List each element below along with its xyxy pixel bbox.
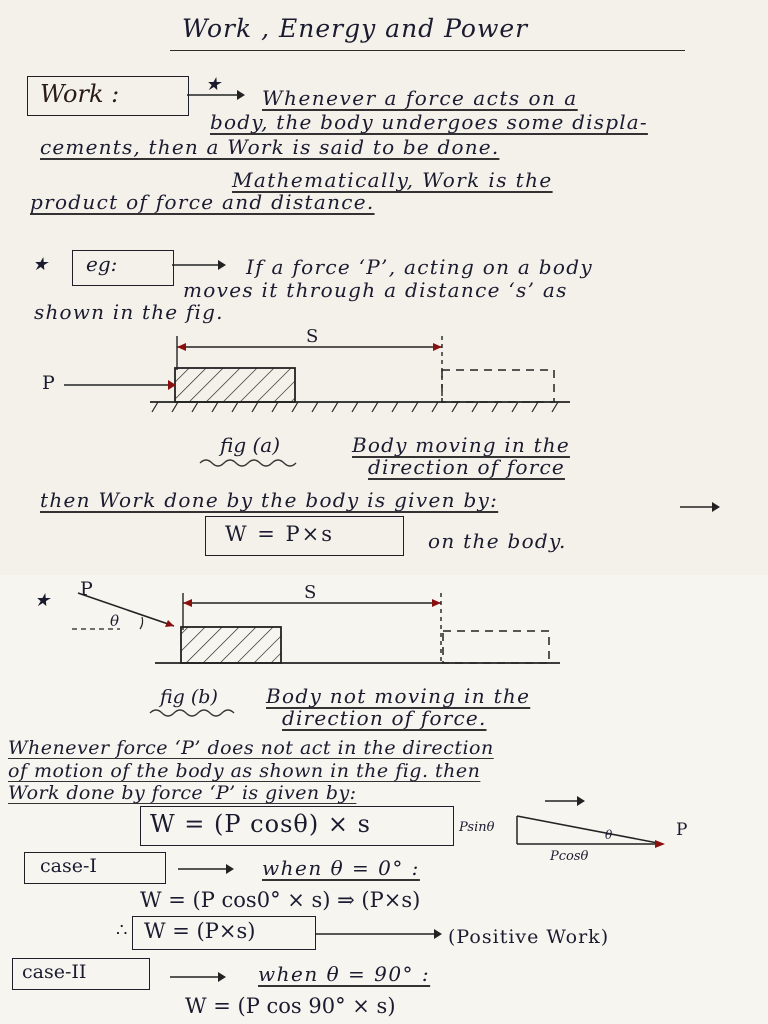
formula-p-times-s: W = P×s — [225, 522, 335, 546]
positive-work: (Positive Work) — [448, 926, 610, 948]
triangle-psin: Psinθ — [459, 820, 495, 835]
page-title: Work , Energy and Power — [182, 14, 529, 43]
fig-b-force-label: P — [80, 578, 93, 600]
fig-a-caption-2: direction of force — [368, 455, 565, 479]
not-dir-arrow — [545, 794, 589, 808]
work-star-icon: ★ — [205, 74, 222, 95]
not-dir-line-3: Work done by force ‘P’ is given by: — [8, 782, 357, 804]
fig-b-caption-2: direction of force. — [282, 706, 487, 730]
case-2-eq: W = (P cos 90° × s) — [185, 994, 396, 1018]
eg-arrow — [172, 258, 232, 274]
case-1-arrow — [178, 862, 238, 876]
fig-a-force-label: P — [42, 372, 55, 394]
def-line-2: body, the body undergoes some displa- — [210, 110, 648, 134]
work-done-line: then Work done by the body is given by: — [40, 488, 499, 512]
eg-line-2: moves it through a distance ‘s’ as — [183, 278, 568, 302]
work-heading: Work : — [40, 80, 120, 108]
case-2-arrow — [170, 970, 230, 984]
figure-a — [40, 330, 600, 420]
def-line-1: Whenever a force acts on a — [262, 86, 578, 110]
case-2-cond: when θ = 90° : — [258, 962, 431, 986]
fig-b-caption-1: Body not moving in the — [266, 684, 531, 708]
not-dir-line-1: Whenever force ‘P’ does not act in the direction — [8, 737, 494, 759]
force-triangle — [515, 810, 675, 850]
fig-a-caption-1: Body moving in the — [352, 433, 570, 457]
fig-b-star-icon: ★ — [34, 590, 51, 611]
formula-2: W = (P cosθ) × s — [150, 810, 371, 838]
fig-b-wavy — [150, 708, 250, 718]
eg-line-3: shown in the fig. — [34, 300, 224, 324]
def-line-4: Mathematically, Work is the — [232, 168, 553, 192]
not-dir-line-2: of motion of the body as shown in the fig. then — [8, 760, 481, 782]
eg-label: eg: — [86, 252, 118, 276]
case-1-cond: when θ = 0° : — [262, 856, 420, 880]
triangle-theta: θ — [605, 828, 613, 842]
case-1-result-arrow — [316, 928, 446, 942]
case-1-boxed: W = (P×s) — [144, 919, 256, 943]
title-underline — [170, 50, 685, 51]
fig-a-dim-label: S — [306, 326, 319, 347]
triangle-p: P — [676, 820, 688, 840]
def-line-5: product of force and distance. — [30, 190, 375, 214]
fig-a-wavy — [200, 458, 310, 468]
work-done-arrow — [680, 500, 724, 514]
fig-a-caption-tag: fig (a) — [220, 433, 281, 457]
def-line-3: cements, then a Work is said to be done. — [40, 135, 500, 159]
fig-b-angle-label: θ — [110, 612, 120, 630]
triangle-pcos: Pcosθ — [550, 849, 589, 864]
case-2-label: case-II — [22, 961, 87, 983]
eg-star-icon: ★ — [32, 254, 49, 275]
fig-b-dim-label: S — [304, 582, 317, 603]
case-1-label: case-I — [40, 855, 97, 877]
eg-line-1: If a force ‘P’, acting on a body — [246, 255, 593, 279]
formula-suffix: on the body. — [428, 529, 567, 553]
therefore-symbol: ∴ — [116, 920, 128, 941]
fig-b-caption-tag: fig (b) — [160, 686, 218, 708]
case-1-eq: W = (P cos0° × s) ⇒ (P×s) — [140, 888, 421, 912]
